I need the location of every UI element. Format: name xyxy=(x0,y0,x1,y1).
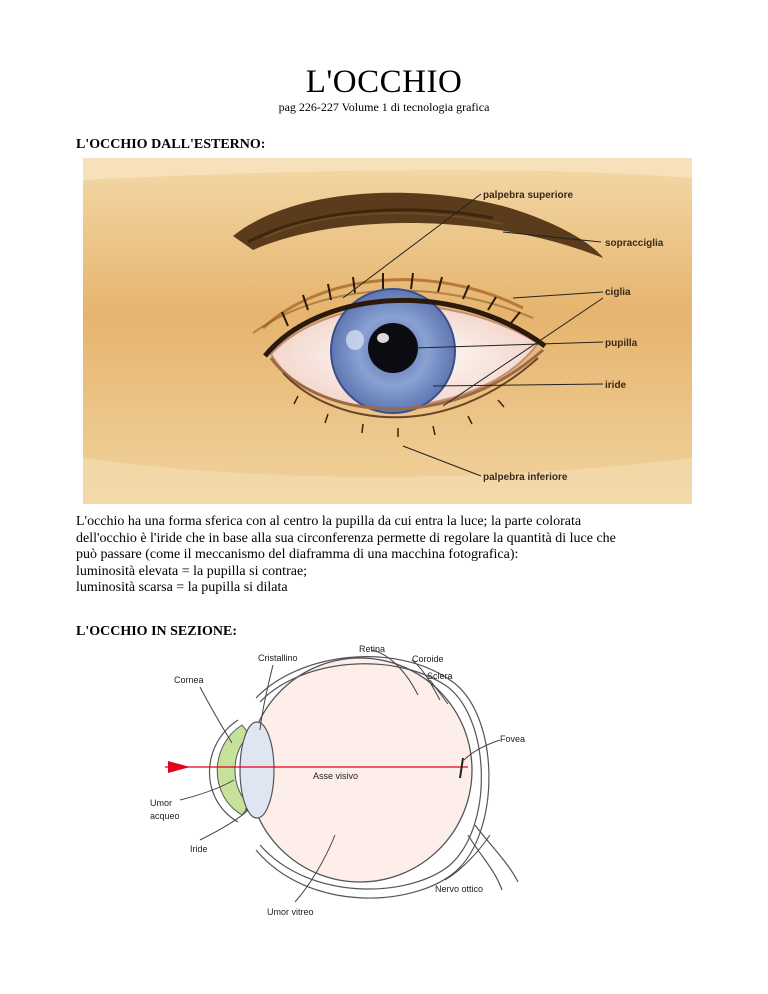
label-fovea: Fovea xyxy=(500,734,526,744)
label-umor-acqueo-1: Umor xyxy=(150,798,172,808)
label-retina: Retina xyxy=(359,644,386,654)
paragraph-line: luminosità scarsa = la pupilla si dilata xyxy=(76,580,288,595)
label-coroide: Coroide xyxy=(412,654,444,664)
label-sopracciglia: sopracciglia xyxy=(605,238,664,249)
label-nervo-ottico: Nervo ottico xyxy=(435,884,484,894)
label-pupilla: pupilla xyxy=(605,338,638,349)
external-eye-illustration xyxy=(83,158,692,504)
paragraph-line: L'occhio ha una forma sferica con al centro la pupilla da cui entra la luce; la parte colorata xyxy=(76,514,582,529)
eye-cross-section-diagram xyxy=(150,640,540,925)
label-umor-vitreo: Umor vitreo xyxy=(267,907,314,917)
description-paragraph xyxy=(76,514,716,597)
paragraph-line: luminosità elevata = la pupilla si contrae; xyxy=(76,563,308,579)
paragraph-line: dell'occhio è l'iride che in base alla sua circonferenza permette di regolare la quantità di luce che xyxy=(76,530,616,546)
label-asse-visivo: Asse visivo xyxy=(313,771,359,781)
section-heading-external: L'OCCHIO DALL'ESTERNO: xyxy=(76,137,266,152)
paragraph-line: può passare (come il meccanismo del diaframma di una macchina fotografica): xyxy=(76,547,519,562)
lens-shape xyxy=(240,722,274,818)
label-ciglia: ciglia xyxy=(605,287,631,298)
label-cristallino: Cristallino xyxy=(258,653,298,663)
label-palpebra-superiore: palpebra superiore xyxy=(483,190,574,201)
label-iride-section: Iride xyxy=(190,844,208,854)
label-iride: iride xyxy=(605,380,627,391)
label-palpebra-inferiore: palpebra inferiore xyxy=(483,472,568,483)
page-subtitle: pag 226-227 Volume 1 di tecnologia grafica xyxy=(278,100,490,114)
axis-arrow-icon xyxy=(168,761,190,773)
label-umor-acqueo-2: acqueo xyxy=(150,811,180,821)
page-title: L'OCCHIO xyxy=(305,64,463,100)
label-cornea: Cornea xyxy=(174,675,204,685)
label-sclera: Sclera xyxy=(427,671,453,681)
pupil-shape xyxy=(368,323,418,373)
section-heading-section: L'OCCHIO IN SEZIONE: xyxy=(76,624,238,639)
